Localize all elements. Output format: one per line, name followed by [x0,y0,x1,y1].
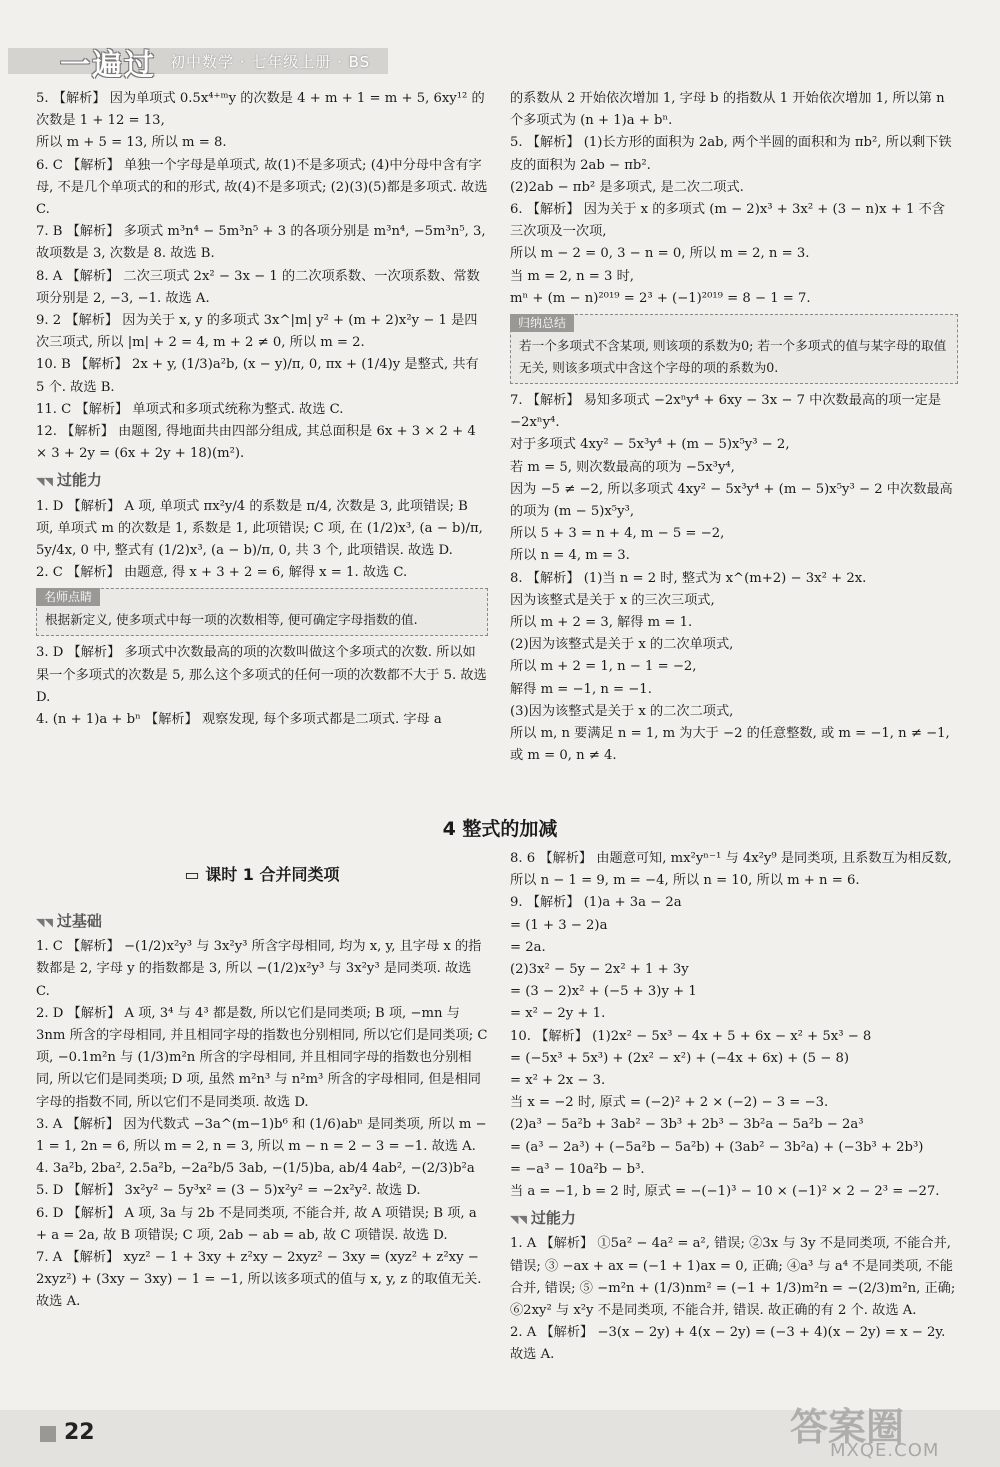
answer-line: = (−5x³ + 5x³) + (2x² − x²) + (−4x + 6x) + (5 − 8) [510,1050,850,1066]
answer-line: 4. (n + 1)a + bⁿ 【解析】 观察发现, 每个多项式都是二项式. 字母 a [36,712,442,728]
right-column [510,88,958,767]
tip-text: 根据新定义, 使多项式中每一项的次数相等, 便可确定字母指数的值. [45,612,418,628]
answer-line: 当 a = −1, b = 2 时, 原式 = −(−1)³ − 10 × (−1)² × 2 − 2³ = −27. [510,1184,940,1200]
answer-line: 因为该整式是关于 x 的三次三项式, [510,592,715,608]
answer-line: 9. 2 【解析】 因为关于 x, y 的多项式 3x^|m| y² + (m + 2)x²y − 1 是四次三项式, 所以 |m| + 2 = 4, m + 2 ≠ 0, 所以 m = 2. [36,313,478,351]
answer-line: (2)a³ − 5a²b + 3ab² − 3b³ + 2b³ − 3b²a − 5a²b − 2a³ [510,1117,864,1133]
answer-line: 6. D 【解析】 A 项, 3a 与 2b 不是同类项, 不能合并, 故 A 项错误; B 项, a + a = 2a, 故 B 项错误; C 项, 2ab − ab = ab, 故 C 项错误. 故选 D. [36,1205,477,1243]
answer-line: 1. C 【解析】 −(1/2)x²y³ 与 3x²y³ 所含字母相同, 均为 x, y, 且字母 x 的指数都是 2, 字母 y 的指数都是 3, 所以 −(1/2)x²y³ 与 3x²y³ 是同类项. 故选 C. [36,939,482,999]
answer-line: 所以 m + 5 = 13, 所以 m = 8. [36,135,227,151]
answer-line: = (3 − 2)x² + (−5 + 3)y + 1 [510,984,697,1000]
summary-tag: 归纳总结 [510,314,574,332]
section-marker-icon: ◥◥ [36,475,53,489]
tip-tag: 名师点睛 [36,588,100,606]
lower-right-column [510,848,958,1367]
answer-line: (3)因为该整式是关于 x 的二次二项式, [510,703,734,719]
answer-line: = −a³ − 10a²b − b³. [510,1161,645,1177]
watermark-url: MXQE.COM [830,1440,940,1461]
answer-line: 所以 n = 4, m = 3. [510,548,630,564]
answer-line: 1. A 【解析】 ①5a² − 4a² = a², 错误; ②3x 与 3y 不是同类项, 不能合并, 错误; ③ −ax + ax = (−1 + 1)ax = 0, 正确; ④a³ 与 a⁴ 不是同类项, 不能合并, 错误; ⑤ −m²n + (1/3)nm² = (−1 + 1/3)m²n = −(2/3)m²n, 正确; ⑥2xy² 与 x²y 不是同类项, 不能合并, 错误. 故正确的有 2 个. 故选 A. [510,1236,956,1319]
answer-line: 所以 m + 2 = 3, 解得 m = 1. [510,615,693,631]
answer-line: = x² − 2y + 1. [510,1006,606,1022]
lesson-title-text: 课时 1 合并同类项 [205,865,340,884]
answer-line: 8. 6 【解析】 由题意可知, mx²yⁿ⁻¹ 与 4x²y⁹ 是同类项, 且系数互为相反数, 所以 n − 1 = 9, m = −4, 所以 n = 10, 所以 m + n = 6. [510,851,952,889]
answer-line: 4. 3a²b, 2ba², 2.5a²b, −2a²b/5 3ab, −(1/5)ba, ab/4 4ab², −(2/3)b²a [36,1161,475,1177]
left-column [36,88,488,731]
answer-line: 所以 5 + 3 = n + 4, m − 5 = −2, [510,526,725,542]
answer-line: 10. 【解析】 (1)2x² − 5x³ − 4x + 5 + 6x − x² + 5x³ − 8 [510,1028,872,1044]
answer-line: 3. A 【解析】 因为代数式 −3a^(m−1)b⁶ 和 (1/6)abⁿ 是同类项, 所以 m − 1 = 1, 2n = 6, 所以 m = 2, n = 3, 所以 m − n = 2 − 3 = −1. 故选 A. [36,1116,487,1155]
answer-line: 对于多项式 4xy² − 5x³y⁴ + (m − 5)x⁵y³ − 2, [510,437,790,453]
summary-box [510,314,958,384]
answer-line: = 2a. [510,939,546,955]
answer-line: 7. B 【解析】 多项式 m³n⁴ − 5m³n⁵ + 3 的各项分别是 m³n⁴, −5m³n⁵, 3, 故项数是 3, 次数是 8. 故选 B. [36,224,486,262]
answer-line: 所以 m, n 要满足 n = 1, m 为大于 −2 的任意整数, 或 m = −1, n ≠ −1, 或 m = 0, n ≠ 4. [510,726,950,764]
section-heading [36,910,488,934]
answer-line: 5. 【解析】 因为单项式 0.5x⁴⁺ᵐy 的次数是 4 + m + 1 = m + 5, 6xy¹² 的次数是 1 + 12 = 13, [36,91,485,129]
answer-line: (2)2ab − πb² 是多项式, 是二次二项式. [510,179,744,195]
answer-line: 当 x = −2 时, 原式 = (−2)² + 2 × (−2) − 3 = −3. [510,1095,829,1111]
section-heading-text: 过能力 [530,1209,576,1228]
summary-text: 若一个多项式不含某项, 则该项的系数为0; 若一个多项式的值与某字母的取值无关, 则该多项式中含这个字母的项的系数为0. [519,338,947,376]
answer-line: 解得 m = −1, n = −1. [510,681,652,697]
answer-line: (2)因为该整式是关于 x 的二次单项式, [510,637,734,653]
section-heading-text: 过能力 [56,471,102,490]
lesson-title [36,862,488,885]
section-heading [36,469,488,493]
answer-line: 6. 【解析】 因为关于 x 的多项式 (m − 2)x³ + 3x² + (3 − n)x + 1 不含三次项及一次项, [510,202,945,240]
answer-line: 8. 【解析】 (1)当 n = 2 时, 整式为 x^(m+2) − 3x² + 2x. [510,570,867,586]
answer-line: = (a³ − 2a³) + (−5a²b − 5a²b) + (3ab² − 3b²a) + (−3b³ + 2b³) [510,1139,924,1155]
answer-line: 所以 m + 2 = 1, n − 1 = −2, [510,659,697,675]
answer-line: 6. C 【解析】 单独一个字母是单项式, 故(1)不是多项式; (4)中分母中含有字母, 不是几个单项式的和的形式, 故(4)不是多项式; (2)(3)(5)都是多项式. 故选 C. [36,157,488,218]
answer-line: 8. A 【解析】 二次三项式 2x² − 3x − 1 的二次项系数、一次项系数、常数项分别是 2, −3, −1. 故选 A. [36,268,480,306]
answer-line: 7. A 【解析】 xyz² − 1 + 3xy + z²xy − 2xyz² − 3xy = (xyz² + z²xy − 2xyz²) + (3xy − 3xy) − 1 = −1, 所以该多项式的值与 x, y, z 的取值无关. 故选 A. [36,1250,482,1310]
section-heading [510,1207,958,1231]
answer-line: 5. D 【解析】 3x²y² − 5y³x² = (3 − 5)x²y² = −2x²y². 故选 D. [36,1183,421,1199]
chapter-title: 4 整式的加减 [442,818,558,840]
page-header [0,0,1000,83]
answer-line: 3. D 【解析】 多项式中次数最高的项的次数叫做这个多项式的次数. 所以如果一个多项式的次数是 5, 那么这个多项式的任何一项的次数都不大于 5. 故选 D. [36,645,487,705]
answer-line: 9. 【解析】 (1)a + 3a − 2a [510,895,682,911]
answer-line: 2. A 【解析】 −3(x − 2y) + 4(x − 2y) = (−3 + 4)(x − 2y) = x − 2y. 故选 A. [510,1325,946,1363]
answer-line: = x² + 2x − 3. [510,1073,606,1089]
answer-line: 7. 【解析】 易知多项式 −2xⁿy⁴ + 6xy − 3x − 7 中次数最高的项一定是 −2xⁿy⁴. [510,393,942,431]
answer-line: 12. 【解析】 由题图, 得地面共由四部分组成, 其总面积是 6x + 3 × 2 + 4 × 3 + 2y = (6x + 2y + 18)(m²). [36,424,476,462]
answer-line: 11. C 【解析】 单项式和多项式统称为整式. 故选 C. [36,401,344,417]
tip-box [36,588,488,636]
lesson-icon: ▭ [184,865,206,884]
answer-line: 因为 −5 ≠ −2, 所以多项式 4xy² − 5x³y⁴ + (m − 5)x⁵y³ − 2 中次数最高的项为 (m − 5)x⁵y³, [510,481,953,520]
answer-line: 的系数从 2 开始依次增加 1, 字母 b 的指数从 1 开始依次增加 1, 所以第 n 个多项式为 (n + 1)a + bⁿ. [510,91,945,129]
brand-logo: 一遍过 [60,48,156,83]
answer-line: 5. 【解析】 (1)长方形的面积为 2ab, 两个半圆的面积和为 πb², 所以剩下铁皮的面积为 2ab − πb². [510,135,952,173]
answer-line: 当 m = 2, n = 3 时, [510,268,634,284]
section-marker-icon: ◥◥ [510,1213,527,1227]
answer-line: = (1 + 3 − 2)a [510,917,608,933]
watermark-logo: 答案圈 [790,1405,905,1449]
answer-line: (2)3x² − 5y − 2x² + 1 + 3y [510,962,689,978]
section-heading-text: 过基础 [56,912,102,930]
section-marker-icon: ◥◥ [36,916,53,929]
subject-label: 初中数学 · 七年级上册 · BS [170,53,371,71]
page-number: 22 [64,1420,95,1445]
answer-line: mⁿ + (m − n)²⁰¹⁹ = 2³ + (−1)²⁰¹⁹ = 8 − 1 = 7. [510,290,811,306]
page-marker-icon [40,1426,56,1442]
answer-line: 1. D 【解析】 A 项, 单项式 πx²y/4 的系数是 π/4, 次数是 3, 此项错误; B 项, 单项式 m 的次数是 1, 系数是 1, 此项错误; C 项, 在 (1/2)x³, (a − b)/π, 5y/4x, 0 中, 整式有 (1/2)x³, (a − b)/π, 0, 共 3 个, 此项错误. 故选 D. [36,498,483,559]
lower-left-column [36,906,488,1314]
answer-line: 2. D 【解析】 A 项, 3⁴ 与 4³ 都是数, 所以它们是同类项; B 项, −mn 与 3nm 所含的字母相同, 并且相同字母的指数也分别相同, 所以它们是同类项; C 项, −0.1m²n 与 (1/3)m²n 所含的字母相同, 并且相同字母的指数也分别相同, 所以它们是同类项; D 项, 虽然 m²n³ 与 n²m³ 所含的字母相同, 但是相同字母的指数不同, 所以它们不是同类项. 故选 D. [36,1005,488,1110]
answer-line: 若 m = 5, 则次数最高的项为 −5x³y⁴, [510,459,735,475]
answer-line: 所以 m − 2 = 0, 3 − n = 0, 所以 m = 2, n = 3. [510,246,810,262]
answer-line: 10. B 【解析】 2x + y, (1/3)a²b, (x − y)/π, 0, πx + (1/4)y 是整式, 共有 5 个. 故选 B. [36,357,479,395]
answer-line: 2. C 【解析】 由题意, 得 x + 3 + 2 = 6, 解得 x = 1. 故选 C. [36,565,408,581]
